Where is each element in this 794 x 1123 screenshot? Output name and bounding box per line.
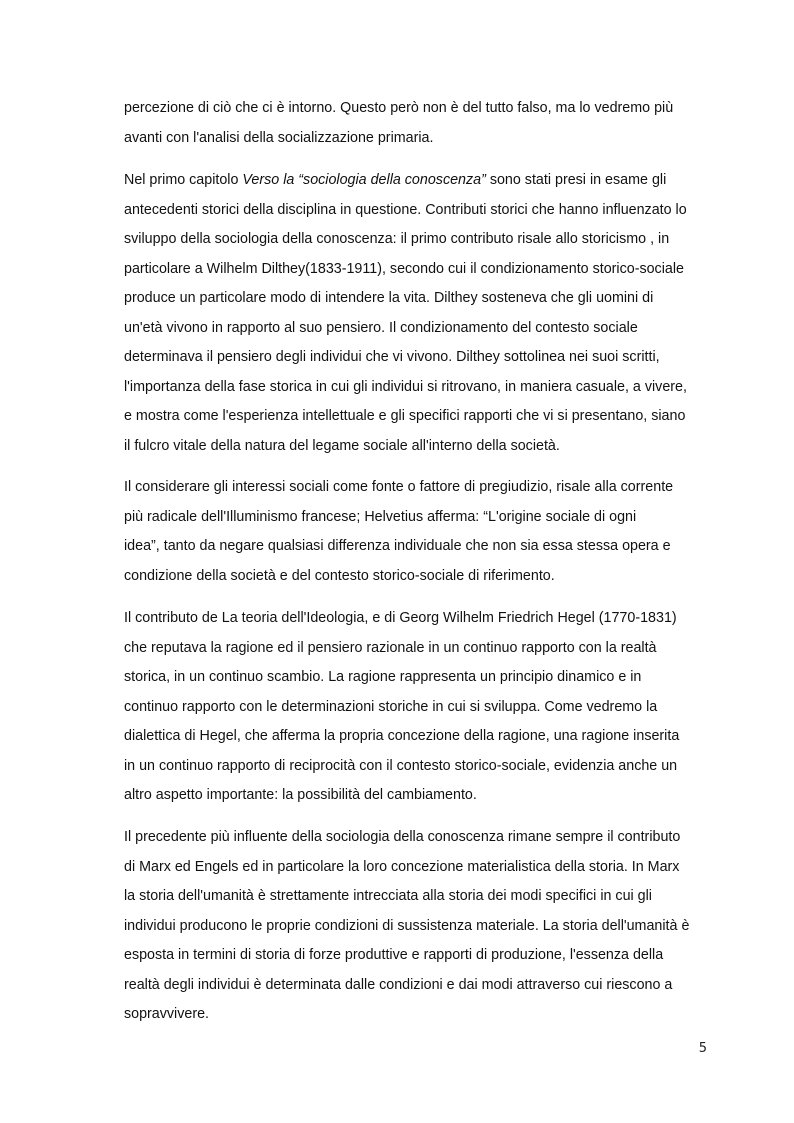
text-suffix: sono stati presi in esame gli xyxy=(485,172,667,188)
paragraph-line: che reputava la ragione ed il pensiero razionale in un continuo rapporto con la realtà xyxy=(124,639,657,656)
paragraph-line: la storia dell'umanità è strettamente intrecciata alla storia dei modi specifici in cui gli xyxy=(124,888,652,904)
paragraph-4 xyxy=(124,604,714,811)
paragraph-line: particolare a Wilhelm Dilthey(1833-1911), secondo cui il condizionamento storico-sociale xyxy=(124,260,684,277)
paragraph-line: continuo rapporto con le determinazioni storiche in cui si sviluppa. Come vedremo la xyxy=(124,698,658,715)
paragraph-line: sopravvivere. xyxy=(124,1006,210,1022)
paragraph-line: determinava il pensiero degli individui che vi vivono. Dilthey sottolinea nei suoi scritti, xyxy=(124,349,660,365)
paragraph-line: percezione di ciò che ci è intorno. Questo però non è del tutto falso, ma lo vedremo più xyxy=(124,100,674,116)
paragraph-2 xyxy=(124,166,714,461)
paragraph-line: e mostra come l'esperienza intellettuale e gli specifici rapporti che vi si presentano, siano xyxy=(124,408,686,424)
paragraph-5 xyxy=(124,823,714,1030)
paragraph-line: più radicale dell'Illuminismo francese; Helvetius afferma: “L'origine sociale di ogni xyxy=(124,508,637,525)
paragraph-line: in un continuo rapporto di reciprocità con il contesto storico-sociale, evidenzia anche un xyxy=(124,757,678,774)
paragraph-line: l'importanza della fase storica in cui gli individui si ritrovano, in maniera casuale, a vivere, xyxy=(124,378,687,395)
paragraph-line: produce un particolare modo di intendere la vita. Dilthey sosteneva che gli uomini di xyxy=(124,290,654,306)
paragraph-line: realtà degli individui è determinata dalle condizioni e dai modi attraverso cui riescono a xyxy=(124,976,673,993)
paragraph-first-line xyxy=(124,166,714,196)
paragraph-3 xyxy=(124,473,714,591)
chapter-title-italic: Verso la “sociologia della conoscenza” xyxy=(242,172,486,188)
paragraph-line: Il precedente più influente della sociologia della conoscenza rimane sempre il contributo xyxy=(124,829,681,845)
paragraph-line: storica, in un continuo scambio. La ragione rappresenta un principio dinamico e in xyxy=(124,669,642,685)
paragraph-1 xyxy=(124,94,714,153)
paragraph-line: condizione della società e del contesto storico-sociale di riferimento. xyxy=(124,567,555,584)
paragraph-line: il fulcro vitale della natura del legame sociale all'interno della società. xyxy=(124,437,560,454)
paragraph-line: un'età vivono in rapporto al suo pensiero. Il condizionamento del contesto sociale xyxy=(124,319,638,336)
page-number: 5 xyxy=(698,1041,707,1056)
paragraph-line: antecedenti storici della disciplina in questione. Contributi storici che hanno influenzato lo xyxy=(124,201,687,218)
paragraph-line: avanti con l'analisi della socializzazione primaria. xyxy=(124,129,434,146)
text-prefix: Nel primo capitolo xyxy=(124,172,243,188)
paragraph-line: individui producono le proprie condizioni di sussistenza materiale. La storia dell'umanità è xyxy=(124,917,690,934)
paragraph-line: di Marx ed Engels ed in particolare la loro concezione materialistica della storia. In Marx xyxy=(124,858,680,875)
paragraph-line: sviluppo della sociologia della conoscenza: il primo contributo risale allo storicismo , in xyxy=(124,231,670,247)
paragraph-line: dialettica di Hegel, che afferma la propria concezione della ragione, una ragione inserita xyxy=(124,728,680,744)
paragraph-line: Il considerare gli interessi sociali come fonte o fattore di pregiudizio, risale alla corrente xyxy=(124,479,674,495)
paragraph-line: altro aspetto importante: la possibilità del cambiamento. xyxy=(124,787,477,803)
paragraph-line: esposta in termini di storia di forze produttive e rapporti di produzione, l'essenza della xyxy=(124,947,664,963)
paragraph-line: Il contributo de La teoria dell'Ideologia, e di Georg Wilhelm Friedrich Hegel (1770-1831) xyxy=(124,610,677,626)
paragraph-line: idea”, tanto da negare qualsiasi differenza individuale che non sia essa stessa opera e xyxy=(124,538,671,554)
